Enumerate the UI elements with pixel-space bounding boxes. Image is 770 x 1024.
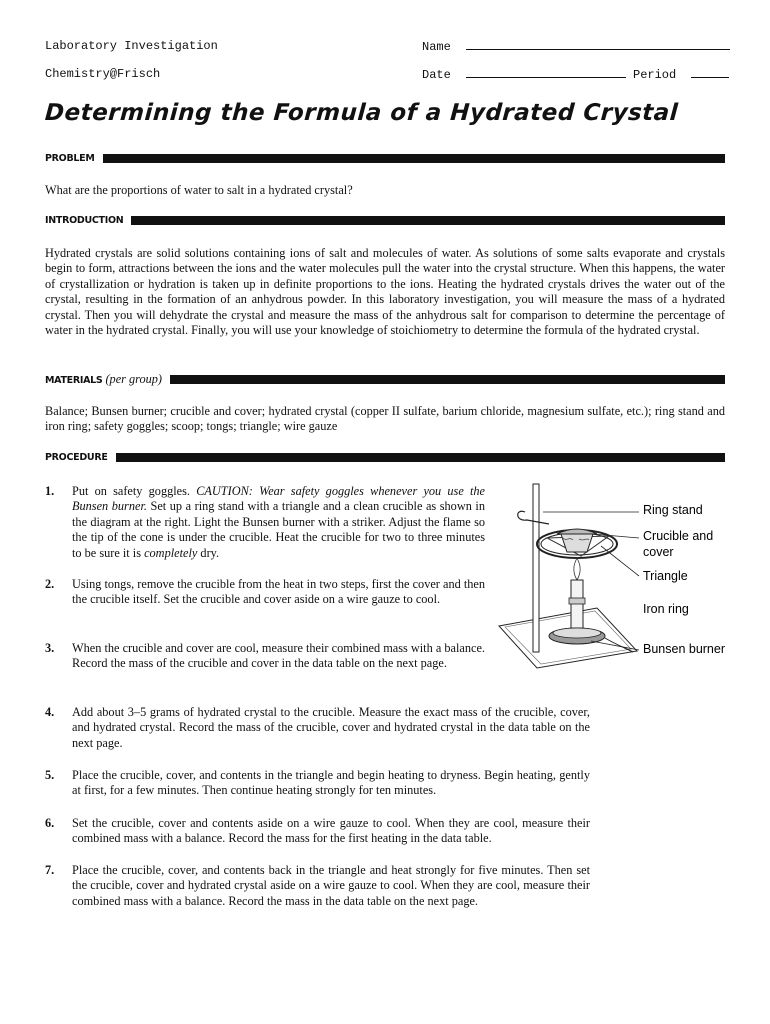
introduction-text: Hydrated crystals are solid solutions containing ions of salt and molecules of water. As solutions of some salts evaporate and crystals begin to form, attractions between the ions and the water molecules pull the water into the crystal structure. When this happens, the water of crystallization or hydration is taken up in definite proportions to the ions. Heating the hydrated crystals drives the water out of the crystal, resulting in the formation of an anhydrous powder. In this laboratory investigation, you will measure the mass of a hydrated crystal. Then you will dehydrate the crystal and measure the mass of the anhydrous salt for comparison to determine the percentage of water in the hydrated crystal. Finally, you will use your knowledge of stoichiometry to determine the formula of the hydrated crystal. <box>45 246 725 338</box>
ring-stand-rod <box>533 484 539 652</box>
procedure-step <box>45 816 590 847</box>
procedure-step <box>45 641 485 672</box>
materials-heading-label <box>45 372 170 387</box>
procedure-step <box>45 577 485 608</box>
burner-collar <box>569 598 585 604</box>
crucible <box>561 534 593 552</box>
label-triangle: Triangle <box>643 569 688 583</box>
step-number: 6. <box>45 816 55 830</box>
crucible-cover <box>557 529 597 534</box>
label-crucible-cover: cover <box>643 545 674 559</box>
materials-heading-text: MATERIALS <box>45 374 103 386</box>
date-blank[interactable] <box>466 67 626 78</box>
materials-subheading: (per group) <box>105 371 163 386</box>
name-blank[interactable] <box>466 39 730 50</box>
step-text: Place the crucible, cover, and contents in the triangle and begin heating to dryness. Begin heating, gently at first, for a few minutes. Then continue heating strongly for ten minutes. <box>72 768 590 798</box>
step-number: 1. <box>45 484 55 498</box>
period-blank[interactable] <box>691 67 729 78</box>
page-title: Determining the Formula of a Hydrated Crystal <box>44 100 680 126</box>
procedure-step <box>45 705 590 751</box>
step-number: 3. <box>45 641 55 655</box>
section-rule <box>131 216 725 225</box>
materials-text: Balance; Bunsen burner; crucible and cover; hydrated crystal (copper II sulfate, barium chloride, magnesium sulfate, etc.); ring stand and iron ring; safety goggles; scoop; tongs; triangle; wire gauze <box>45 404 725 434</box>
date-label: Date <box>422 68 451 82</box>
problem-heading <box>45 151 725 165</box>
period-field <box>633 67 729 82</box>
section-rule <box>103 154 726 163</box>
materials-heading <box>45 372 725 386</box>
introduction-heading-label: INTRODUCTION <box>45 214 124 226</box>
label-iron-ring: Iron ring <box>643 602 689 616</box>
step-text: Using tongs, remove the crucible from the heat in two steps, first the cover and then the crucible itself. Set the crucible and cover aside on a wire gauze to cool. <box>72 577 485 607</box>
section-rule <box>170 375 725 384</box>
step-text: Set the crucible, cover and contents aside on a wire gauze to cool. When they are cool, measure their combined mass with a balance. Record the mass for the first heating in the data table. <box>72 816 590 846</box>
step-number: 2. <box>45 577 55 591</box>
procedure-step <box>45 484 485 561</box>
period-label: Period <box>633 68 677 82</box>
label-bunsen-burner: Bunsen burner <box>643 642 726 656</box>
step-text: Place the crucible, cover, and contents back in the triangle and heat strongly for five minutes. Then set the crucible, cover and hydrated crystal aside on a wire gauze to cool. When they are cool, measure their combined mass with a balance. Record the mass in the data table on the next page. <box>72 863 590 908</box>
procedure-step <box>45 768 590 799</box>
course-label: Laboratory Investigation <box>45 39 218 53</box>
flame <box>574 558 580 580</box>
apparatus-diagram <box>497 476 737 676</box>
introduction-heading <box>45 213 725 227</box>
burner-base-top <box>553 628 601 638</box>
step-number: 5. <box>45 768 55 782</box>
problem-heading-label: PROBLEM <box>45 152 95 164</box>
burner-barrel <box>571 580 583 630</box>
section-rule <box>116 453 725 462</box>
name-label: Name <box>422 40 451 54</box>
procedure-step <box>45 863 590 909</box>
procedure-heading <box>45 450 725 464</box>
procedure-heading-label: PROCEDURE <box>45 451 108 463</box>
label-crucible: Crucible and <box>643 529 714 543</box>
step-text: Put on safety goggles. CAUTION: Wear safety goggles whenever you use the Bunsen burner. Set up a ring stand with a triangle and a clean crucible as shown in the diagram at the right. Light the Bunsen burner with a striker. Adjust the flame so the tip of the cone is under the crucible. Heat the crucible for two to three minutes to be sure it is completely dry. <box>72 484 486 560</box>
label-ring-stand: Ring stand <box>643 503 703 517</box>
step-text: When the crucible and cover are cool, measure their combined mass with a balance. Record the mass of the crucible and cover in the data table on the next page. <box>72 641 485 671</box>
step-text: Add about 3–5 grams of hydrated crystal to the crucible. Measure the exact mass of the crucible, cover, and hydrated crystal. Record the mass of the crucible, cover and hydrated crystal in the data table on the next page. <box>72 705 590 750</box>
name-field <box>422 39 730 54</box>
caution-note: CAUTION: Wear safety goggles whenever you use the Bunsen burner. <box>72 484 486 514</box>
step-number: 4. <box>45 705 55 719</box>
leader-triangle <box>601 546 639 576</box>
date-field <box>422 67 626 82</box>
step-number: 7. <box>45 863 55 877</box>
teacher-label: Chemistry@Frisch <box>45 67 161 81</box>
problem-text: What are the proportions of water to salt in a hydrated crystal? <box>45 183 353 197</box>
